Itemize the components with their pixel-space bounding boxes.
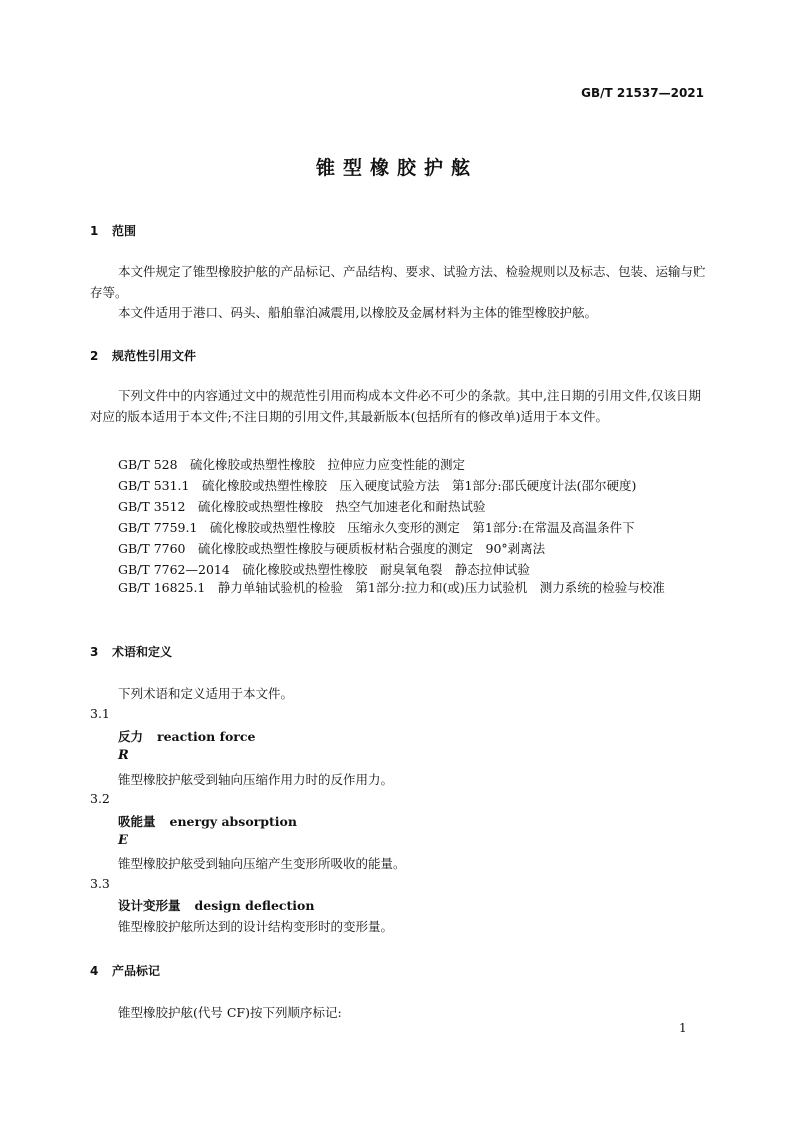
section-2-heading — [90, 347, 196, 364]
term-en: reaction force — [157, 729, 256, 744]
paragraph: 锥型橡胶护舷(代号 CF)按下列顺序标记: — [118, 1005, 342, 1020]
term-symbol: R — [118, 748, 129, 763]
term-definition: 锥型橡胶护舷受到轴向压缩产生变形所吸收的能量。 — [118, 856, 406, 871]
normative-reference: GB/T 3512 硫化橡胶或热塑性橡胶 热空气加速老化和耐热试验 — [118, 499, 486, 514]
section-number: 2 — [90, 349, 99, 363]
term-entry — [118, 812, 297, 830]
section-number: 1 — [90, 224, 99, 238]
normative-reference: GB/T 7762—2014 硫化橡胶或热塑性橡胶 耐臭氧龟裂 静态拉伸试验 — [118, 562, 530, 577]
normative-reference: GB/T 528 硫化橡胶或热塑性橡胶 拉伸应力应变性能的测定 — [118, 457, 466, 472]
section-title: 产品标记 — [112, 964, 161, 978]
term-number: 3.1 — [90, 706, 110, 721]
section-number: 3 — [90, 645, 99, 659]
normative-reference: GB/T 7759.1 硫化橡胶或热塑性橡胶 压缩永久变形的测定 第1部分:在常温及高温条件下 — [118, 520, 635, 535]
section-title: 规范性引用文件 — [112, 349, 197, 363]
paragraph: 下列术语和定义适用于本文件。 — [118, 686, 294, 701]
section-3-heading — [90, 643, 172, 660]
paragraph: 本文件适用于港口、码头、船舶靠泊减震用,以橡胶及金属材料为主体的锥型橡胶护舷。 — [118, 305, 597, 320]
term-zh: 设计变形量 — [118, 898, 181, 913]
standard-code: GB/T 21537—2021 — [581, 86, 704, 100]
term-definition: 锥型橡胶护舷受到轴向压缩作用力时的反作用力。 — [118, 772, 394, 787]
paragraph: 下列文件中的内容通过文中的规范性引用而构成本文件必不可少的条款。其中,注日期的引用文件,仅该日期对应的版本适用于本文件;不注日期的引用文件,其最新版本(包括所有的修改单)适用于本文件。 — [90, 388, 701, 424]
term-entry — [118, 896, 314, 914]
section-title: 范围 — [112, 224, 137, 238]
term-entry — [118, 727, 255, 745]
term-symbol: E — [118, 833, 128, 848]
term-en: design deflection — [194, 898, 315, 913]
normative-reference: GB/T 531.1 硫化橡胶或热塑性橡胶 压入硬度试验方法 第1部分:邵氏硬度计法(邵尔硬度) — [118, 478, 637, 493]
paragraph: 本文件规定了锥型橡胶护舷的产品标记、产品结构、要求、试验方法、检验规则以及标志、包装、运输与贮存等。 — [90, 264, 706, 300]
page-number: 1 — [679, 1021, 687, 1035]
normative-reference: GB/T 16825.1 静力单轴试验机的检验 第1部分:拉力和(或)压力试验机 测力系统的检验与校准 — [118, 580, 665, 595]
term-number: 3.3 — [90, 876, 110, 891]
term-definition: 锥型橡胶护舷所达到的设计结构变形时的变形量。 — [118, 919, 394, 934]
section-number: 4 — [90, 964, 99, 978]
section-1-heading — [90, 222, 136, 239]
normative-reference: GB/T 7760 硫化橡胶或热塑性橡胶与硬质板材粘合强度的测定 90°剥离法 — [118, 541, 546, 556]
section-title: 术语和定义 — [112, 645, 173, 659]
term-en: energy absorption — [169, 814, 297, 829]
term-number: 3.2 — [90, 791, 110, 806]
section-4-heading — [90, 962, 160, 979]
term-zh: 吸能量 — [118, 814, 156, 829]
term-zh: 反力 — [118, 729, 144, 744]
document-title: 锥型橡胶护舷 — [315, 157, 478, 179]
